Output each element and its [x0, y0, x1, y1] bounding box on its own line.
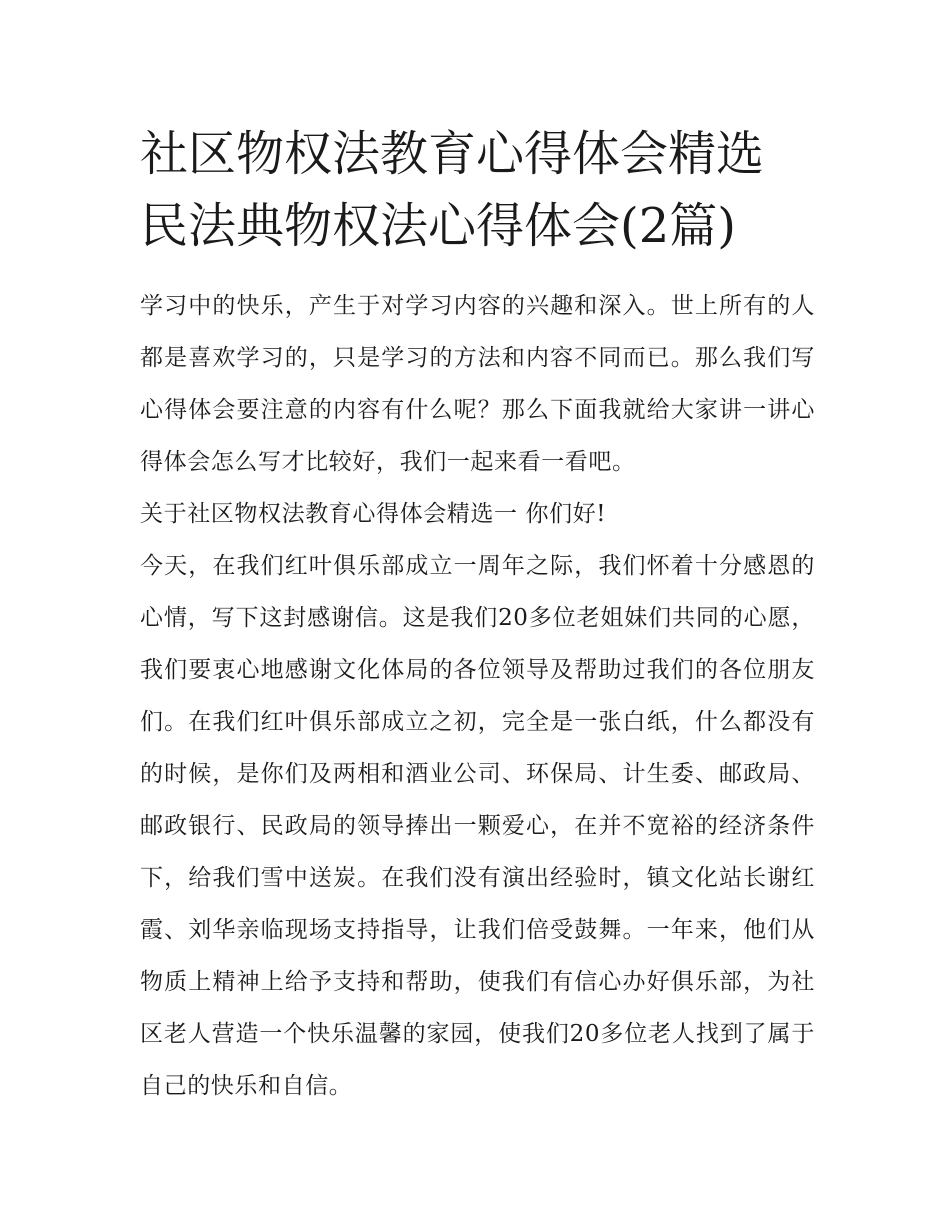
title-line-2: 民法典物权法心得体会(2篇) — [140, 198, 736, 254]
document-page — [140, 118, 815, 1112]
intro-paragraph: 学习中的快乐，产生于对学习内容的兴趣和深入。世上所有的人都是喜欢学习的，只是学习的方法和内容不同而已。那么我们写心得体会要注意的内容有什么呢？那么下面我就给大家讲一讲心得体会怎么写才比较好，我们一起来看一看吧。 — [140, 293, 815, 475]
title-line-1: 社区物权法教育心得体会精选 — [140, 126, 765, 182]
section-heading-paragraph: 关于社区物权法教育心得体会精选一 你们好! — [140, 501, 607, 527]
document-title — [140, 118, 815, 262]
letter-body-paragraph: 今天，在我们红叶俱乐部成立一周年之际，我们怀着十分感恩的心情，写下这封感谢信。这是我们20多位老姐妹们共同的心愿，我们要衷心地感谢文化体局的各位领导及帮助过我们的各位朋友们。在我们红叶俱乐部成立之初，完全是一张白纸，什么都没有的时候，是你们及两相和酒业公司、环保局、计生委、邮政局、邮政银行、民政局的领导捧出一颗爱心，在并不宽裕的经济条件下，给我们雪中送炭。在我们没有演出经验时，镇文化站长谢红霞、刘华亲临现场支持指导，让我们倍受鼓舞。一年来，他们从物质上精神上给予支持和帮助，使我们有信心办好俱乐部，为社区老人营造一个快乐温馨的家园，使我们20多位老人找到了属于自己的快乐和自信。 — [140, 553, 815, 1099]
